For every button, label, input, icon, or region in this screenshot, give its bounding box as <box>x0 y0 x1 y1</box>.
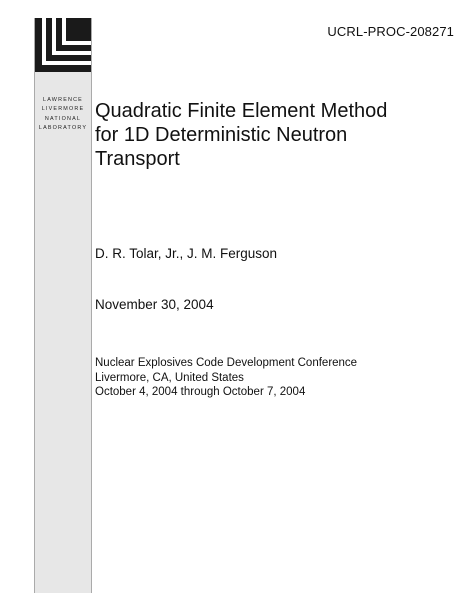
lab-name <box>35 96 91 133</box>
lab-sidebar <box>34 18 92 593</box>
lab-name-line: NATIONAL <box>44 115 82 122</box>
conference-info <box>95 356 357 400</box>
title-line: Quadratic Finite Element Method <box>95 100 388 122</box>
report-number: UCRL-PROC-208271 <box>327 24 454 39</box>
title-line: Transport <box>95 148 180 170</box>
conference-dates: October 4, 2004 through October 7, 2004 <box>95 386 306 398</box>
title-line: for 1D Deterministic Neutron <box>95 124 348 146</box>
publication-date: November 30, 2004 <box>95 297 214 312</box>
conference-location: Livermore, CA, United States <box>95 371 244 384</box>
lab-name-line: LABORATORY <box>38 124 88 131</box>
conference-name: Nuclear Explosives Code Development Conference <box>95 357 358 369</box>
document-title <box>95 99 455 171</box>
authors: D. R. Tolar, Jr., J. M. Ferguson <box>95 246 278 261</box>
lab-name-line: LIVERMORE <box>41 106 85 113</box>
lab-name-line: LAWRENCE <box>43 97 83 103</box>
llnl-logo-icon <box>35 18 91 72</box>
